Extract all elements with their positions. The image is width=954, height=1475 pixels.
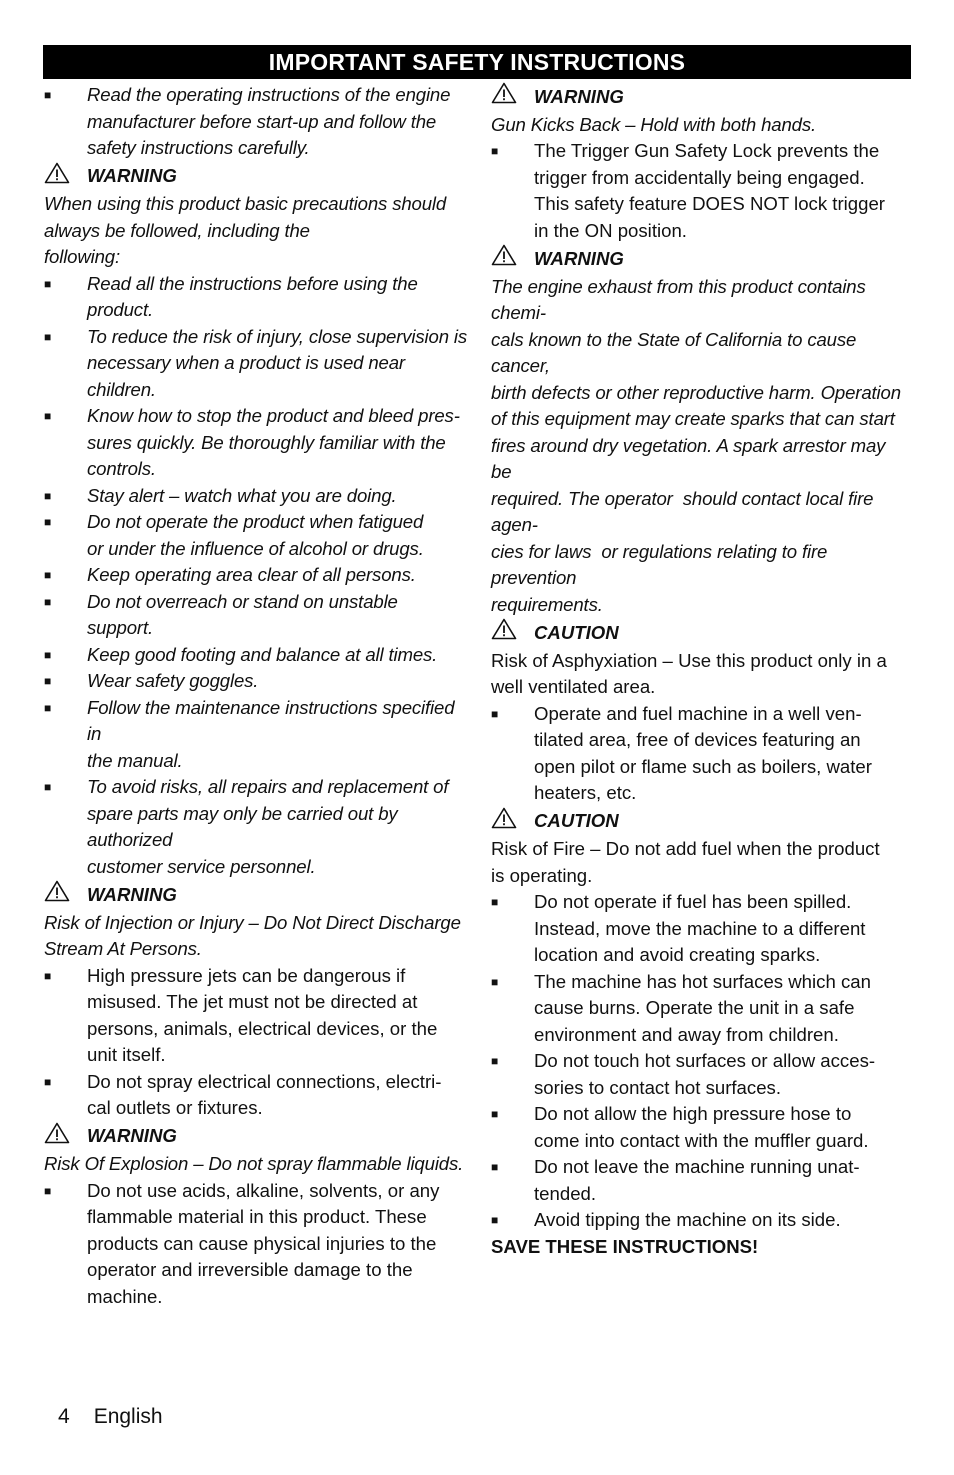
list-item-line: Avoid tipping the machine on its side. xyxy=(534,1209,841,1230)
page-number: 4 xyxy=(58,1405,70,1428)
list-item-text xyxy=(87,483,468,510)
list-item-line: Do not operate if fuel has been spilled. xyxy=(534,891,852,912)
list-item-line: Read the operating instructions of the engine xyxy=(87,84,451,105)
list-item-text xyxy=(534,1207,909,1234)
list-item-text xyxy=(87,774,468,880)
bullet-square: ■ xyxy=(44,700,52,715)
list-item-line: manufacturer before start-up and follow the xyxy=(87,110,437,132)
list-item-line: Wear safety goggles. xyxy=(87,670,259,691)
list-item xyxy=(44,483,468,510)
list-item-text xyxy=(87,403,468,483)
list-item-line: trigger from accidentally being engaged. xyxy=(534,166,865,188)
bullet-square: ■ xyxy=(491,974,499,989)
bullet-square: ■ xyxy=(491,1160,499,1174)
warning-text-line: Gun Kicks Back – Hold with both hands. xyxy=(491,113,817,135)
list-item-text xyxy=(87,963,468,1069)
list-item-text xyxy=(534,701,909,807)
list-item xyxy=(44,1178,468,1311)
list-item-line: sories to contact hot surfaces. xyxy=(534,1076,782,1098)
list-item xyxy=(491,1154,909,1207)
list-item xyxy=(44,82,468,162)
warning-text-line: fires around dry vegetation. A spark arrestor may be xyxy=(491,434,891,482)
list-item xyxy=(44,271,468,324)
list-item xyxy=(491,701,909,807)
list-item-text xyxy=(534,889,909,969)
list-item-line: The Trigger Gun Safety Lock prevents the xyxy=(534,140,880,161)
list-item-line: Keep operating area clear of all persons. xyxy=(87,564,416,585)
list-item xyxy=(491,138,909,244)
bullet-square: ■ xyxy=(44,515,52,529)
bullet-square: ■ xyxy=(44,674,52,688)
list-item-line: tended. xyxy=(534,1182,597,1204)
bullet-square: ■ xyxy=(491,144,499,158)
list-item-text xyxy=(87,509,468,562)
list-item-line: cause burns. Operate the unit in a safe xyxy=(534,997,855,1018)
list-item xyxy=(491,1207,909,1234)
list-item-text xyxy=(87,695,468,775)
caution-text-line: is operating. xyxy=(491,864,593,886)
list-item-line: To avoid risks, all repairs and replacement of xyxy=(87,776,449,797)
bullet-square: ■ xyxy=(491,1107,499,1121)
list-item-line: the manual. xyxy=(87,749,183,771)
warning-triangle-icon xyxy=(44,162,87,192)
list-item-line: heaters, etc. xyxy=(534,782,637,803)
list-item-line: spare parts may only be carried out by authorized xyxy=(87,802,403,850)
bullet-square: ■ xyxy=(44,780,52,794)
footer-language: English xyxy=(93,1405,163,1428)
list-item-line: operator and irreversible damage to the xyxy=(87,1259,413,1280)
caution-text-line: well ventilated area. xyxy=(491,676,656,697)
list-item-line: Follow the maintenance instructions specified in xyxy=(87,696,460,744)
warning-text-line: following: xyxy=(44,246,121,267)
list-item-line: location and avoid creating sparks. xyxy=(534,944,821,965)
list-item-line: machine. xyxy=(87,1285,163,1307)
list-item-text xyxy=(87,589,468,642)
list-item-text xyxy=(87,324,468,404)
list-item-text xyxy=(534,969,909,1049)
list-item xyxy=(44,403,468,483)
list-item-line: products can cause physical injuries to the xyxy=(87,1232,437,1254)
list-item-line: tilated area, free of devices featuring an xyxy=(534,729,861,750)
list-item xyxy=(44,562,468,589)
list-item-line: or under the influence of alcohol or drugs. xyxy=(87,537,424,559)
list-item xyxy=(491,889,909,969)
list-item xyxy=(44,695,468,775)
list-item-line: Stay alert – watch what you are doing. xyxy=(87,484,397,506)
list-item xyxy=(491,969,909,1049)
list-item-line: This safety feature DOES NOT lock trigger xyxy=(534,193,885,214)
list-item-line: controls. xyxy=(87,458,156,479)
bullet-square: ■ xyxy=(44,276,52,291)
list-item-line: Do not leave the machine running unat- xyxy=(534,1156,860,1177)
warning-label: WARNING xyxy=(87,883,177,905)
warning-text-line: birth defects or other reproductive harm. Operation xyxy=(491,381,901,403)
bullet-square: ■ xyxy=(44,647,52,662)
list-item xyxy=(44,509,468,562)
list-item-line: customer service personnel. xyxy=(87,855,316,877)
caution-text-line: Risk of Fire – Do not add fuel when the product xyxy=(491,838,880,859)
right-column xyxy=(491,82,909,1260)
save-instructions: SAVE THESE INSTRUCTIONS! xyxy=(491,1235,759,1257)
list-item-line: unit itself. xyxy=(87,1044,166,1065)
list-item-line: The machine has hot surfaces which can xyxy=(534,970,871,992)
page-footer xyxy=(58,1405,187,1429)
warning-label: WARNING xyxy=(87,1125,177,1146)
warning-triangle-icon xyxy=(491,82,534,112)
list-item-line: come into contact with the muffler guard. xyxy=(534,1129,869,1151)
warning-text-line: of this equipment may create sparks that can start xyxy=(491,408,895,429)
list-item-line: flammable material in this product. These xyxy=(87,1206,427,1227)
list-item-text xyxy=(87,562,468,589)
list-item-text xyxy=(534,1154,909,1207)
list-item-text xyxy=(534,1101,909,1154)
section-header: IMPORTANT SAFETY INSTRUCTIONS xyxy=(43,45,911,79)
warning-triangle-icon xyxy=(44,1122,87,1152)
list-item-line: Keep good footing and balance at all times. xyxy=(87,643,438,665)
list-item-line: Instead, move the machine to a different xyxy=(534,917,866,939)
list-item xyxy=(44,324,468,404)
warning-label: WARNING xyxy=(534,247,624,269)
bullet-square: ■ xyxy=(44,409,52,423)
list-item-text xyxy=(534,138,909,244)
list-item-text xyxy=(87,668,468,695)
warning-text-line: The engine exhaust from this product contains chemi- xyxy=(491,275,871,323)
list-item-line: Do not use acids, alkaline, solvents, or any xyxy=(87,1179,440,1201)
list-item xyxy=(44,642,468,669)
list-item-line: Know how to stop the product and bleed pres- xyxy=(87,405,460,426)
warning-label: CAUTION xyxy=(534,810,619,831)
list-item-text xyxy=(87,271,468,324)
caution-text-line: Risk of Asphyxiation – Use this product only in a xyxy=(491,649,887,671)
bullet-square: ■ xyxy=(44,488,52,503)
list-item-line: Do not allow the high pressure hose to xyxy=(534,1103,852,1124)
list-item-line: environment and away from children. xyxy=(534,1023,839,1045)
list-item xyxy=(44,774,468,880)
bullet-square: ■ xyxy=(44,329,52,344)
warning-text-line: cals known to the State of California to cause cancer, xyxy=(491,328,862,376)
warning-heading xyxy=(44,880,468,910)
warning-label: WARNING xyxy=(534,85,624,107)
list-item-line: in the ON position. xyxy=(534,219,687,241)
warning-text-line: always be followed, including the xyxy=(44,219,310,241)
list-item-line: Do not overreach or stand on unstable support. xyxy=(87,590,403,638)
list-item-line: Read all the instructions before using the xyxy=(87,272,418,294)
warning-text-line: Risk of Injection or Injury – Do Not Direct Discharge xyxy=(44,911,461,933)
warning-triangle-icon xyxy=(491,807,534,837)
list-item-line: misused. The jet must not be directed at xyxy=(87,991,418,1012)
list-item-text xyxy=(87,642,468,669)
warning-heading xyxy=(491,244,909,274)
list-item-line: Do not touch hot surfaces or allow acces- xyxy=(534,1050,876,1071)
warning-label: CAUTION xyxy=(534,621,619,643)
list-item-line: cal outlets or fixtures. xyxy=(87,1097,263,1118)
list-item xyxy=(491,1048,909,1101)
list-item-line: Do not operate the product when fatigued xyxy=(87,511,424,532)
warning-text-line: When using this product basic precautions should xyxy=(44,193,447,214)
list-item-text xyxy=(87,1069,468,1122)
bullet-square: ■ xyxy=(491,706,499,721)
list-item-line: necessary when a product is used near children. xyxy=(87,352,410,400)
warning-triangle-icon xyxy=(491,618,534,648)
bullet-square: ■ xyxy=(44,594,52,609)
bullet-square: ■ xyxy=(44,968,52,983)
list-item-line: To reduce the risk of injury, close supervision is xyxy=(87,325,468,347)
warning-heading xyxy=(44,162,468,192)
list-item-text xyxy=(87,82,468,162)
list-item xyxy=(44,668,468,695)
bullet-square: ■ xyxy=(44,1074,52,1089)
bullet-square: ■ xyxy=(44,88,52,102)
warning-label: WARNING xyxy=(87,165,177,186)
warning-text-line: requirements. xyxy=(491,593,603,615)
left-column xyxy=(44,82,468,1310)
warning-heading xyxy=(44,1122,468,1152)
list-item xyxy=(44,589,468,642)
bullet-square: ■ xyxy=(44,1183,52,1198)
list-item-text xyxy=(534,1048,909,1101)
warning-text-line: required. The operator should contact local fire agen- xyxy=(491,487,879,535)
list-item-line: sures quickly. Be thoroughly familiar with the xyxy=(87,431,446,453)
warning-text-line: Stream At Persons. xyxy=(44,938,202,959)
list-item-line: Do not spray electrical connections, electri- xyxy=(87,1070,442,1092)
list-item xyxy=(491,1101,909,1154)
bullet-square: ■ xyxy=(44,568,52,582)
warning-text-line: cies for laws or regulations relating to fire prevention xyxy=(491,540,833,588)
list-item-line: product. xyxy=(87,299,153,320)
list-item-line: High pressure jets can be dangerous if xyxy=(87,964,406,986)
list-item-line: Operate and fuel machine in a well ven- xyxy=(534,702,862,724)
warning-heading xyxy=(491,82,909,112)
list-item-text xyxy=(87,1178,468,1311)
bullet-square: ■ xyxy=(491,1213,499,1227)
warning-heading xyxy=(491,807,909,837)
warning-triangle-icon xyxy=(491,244,534,274)
warning-triangle-icon xyxy=(44,880,87,910)
list-item-line: safety instructions carefully. xyxy=(87,137,310,158)
list-item-line: persons, animals, electrical devices, or the xyxy=(87,1017,438,1039)
list-item-line: open pilot or flame such as boilers, water xyxy=(534,755,872,777)
list-item xyxy=(44,963,468,1069)
warning-heading xyxy=(491,618,909,648)
bullet-square: ■ xyxy=(491,895,499,909)
list-item xyxy=(44,1069,468,1122)
bullet-square: ■ xyxy=(491,1054,499,1068)
warning-text-line: Risk Of Explosion – Do not spray flammable liquids. xyxy=(44,1153,464,1174)
